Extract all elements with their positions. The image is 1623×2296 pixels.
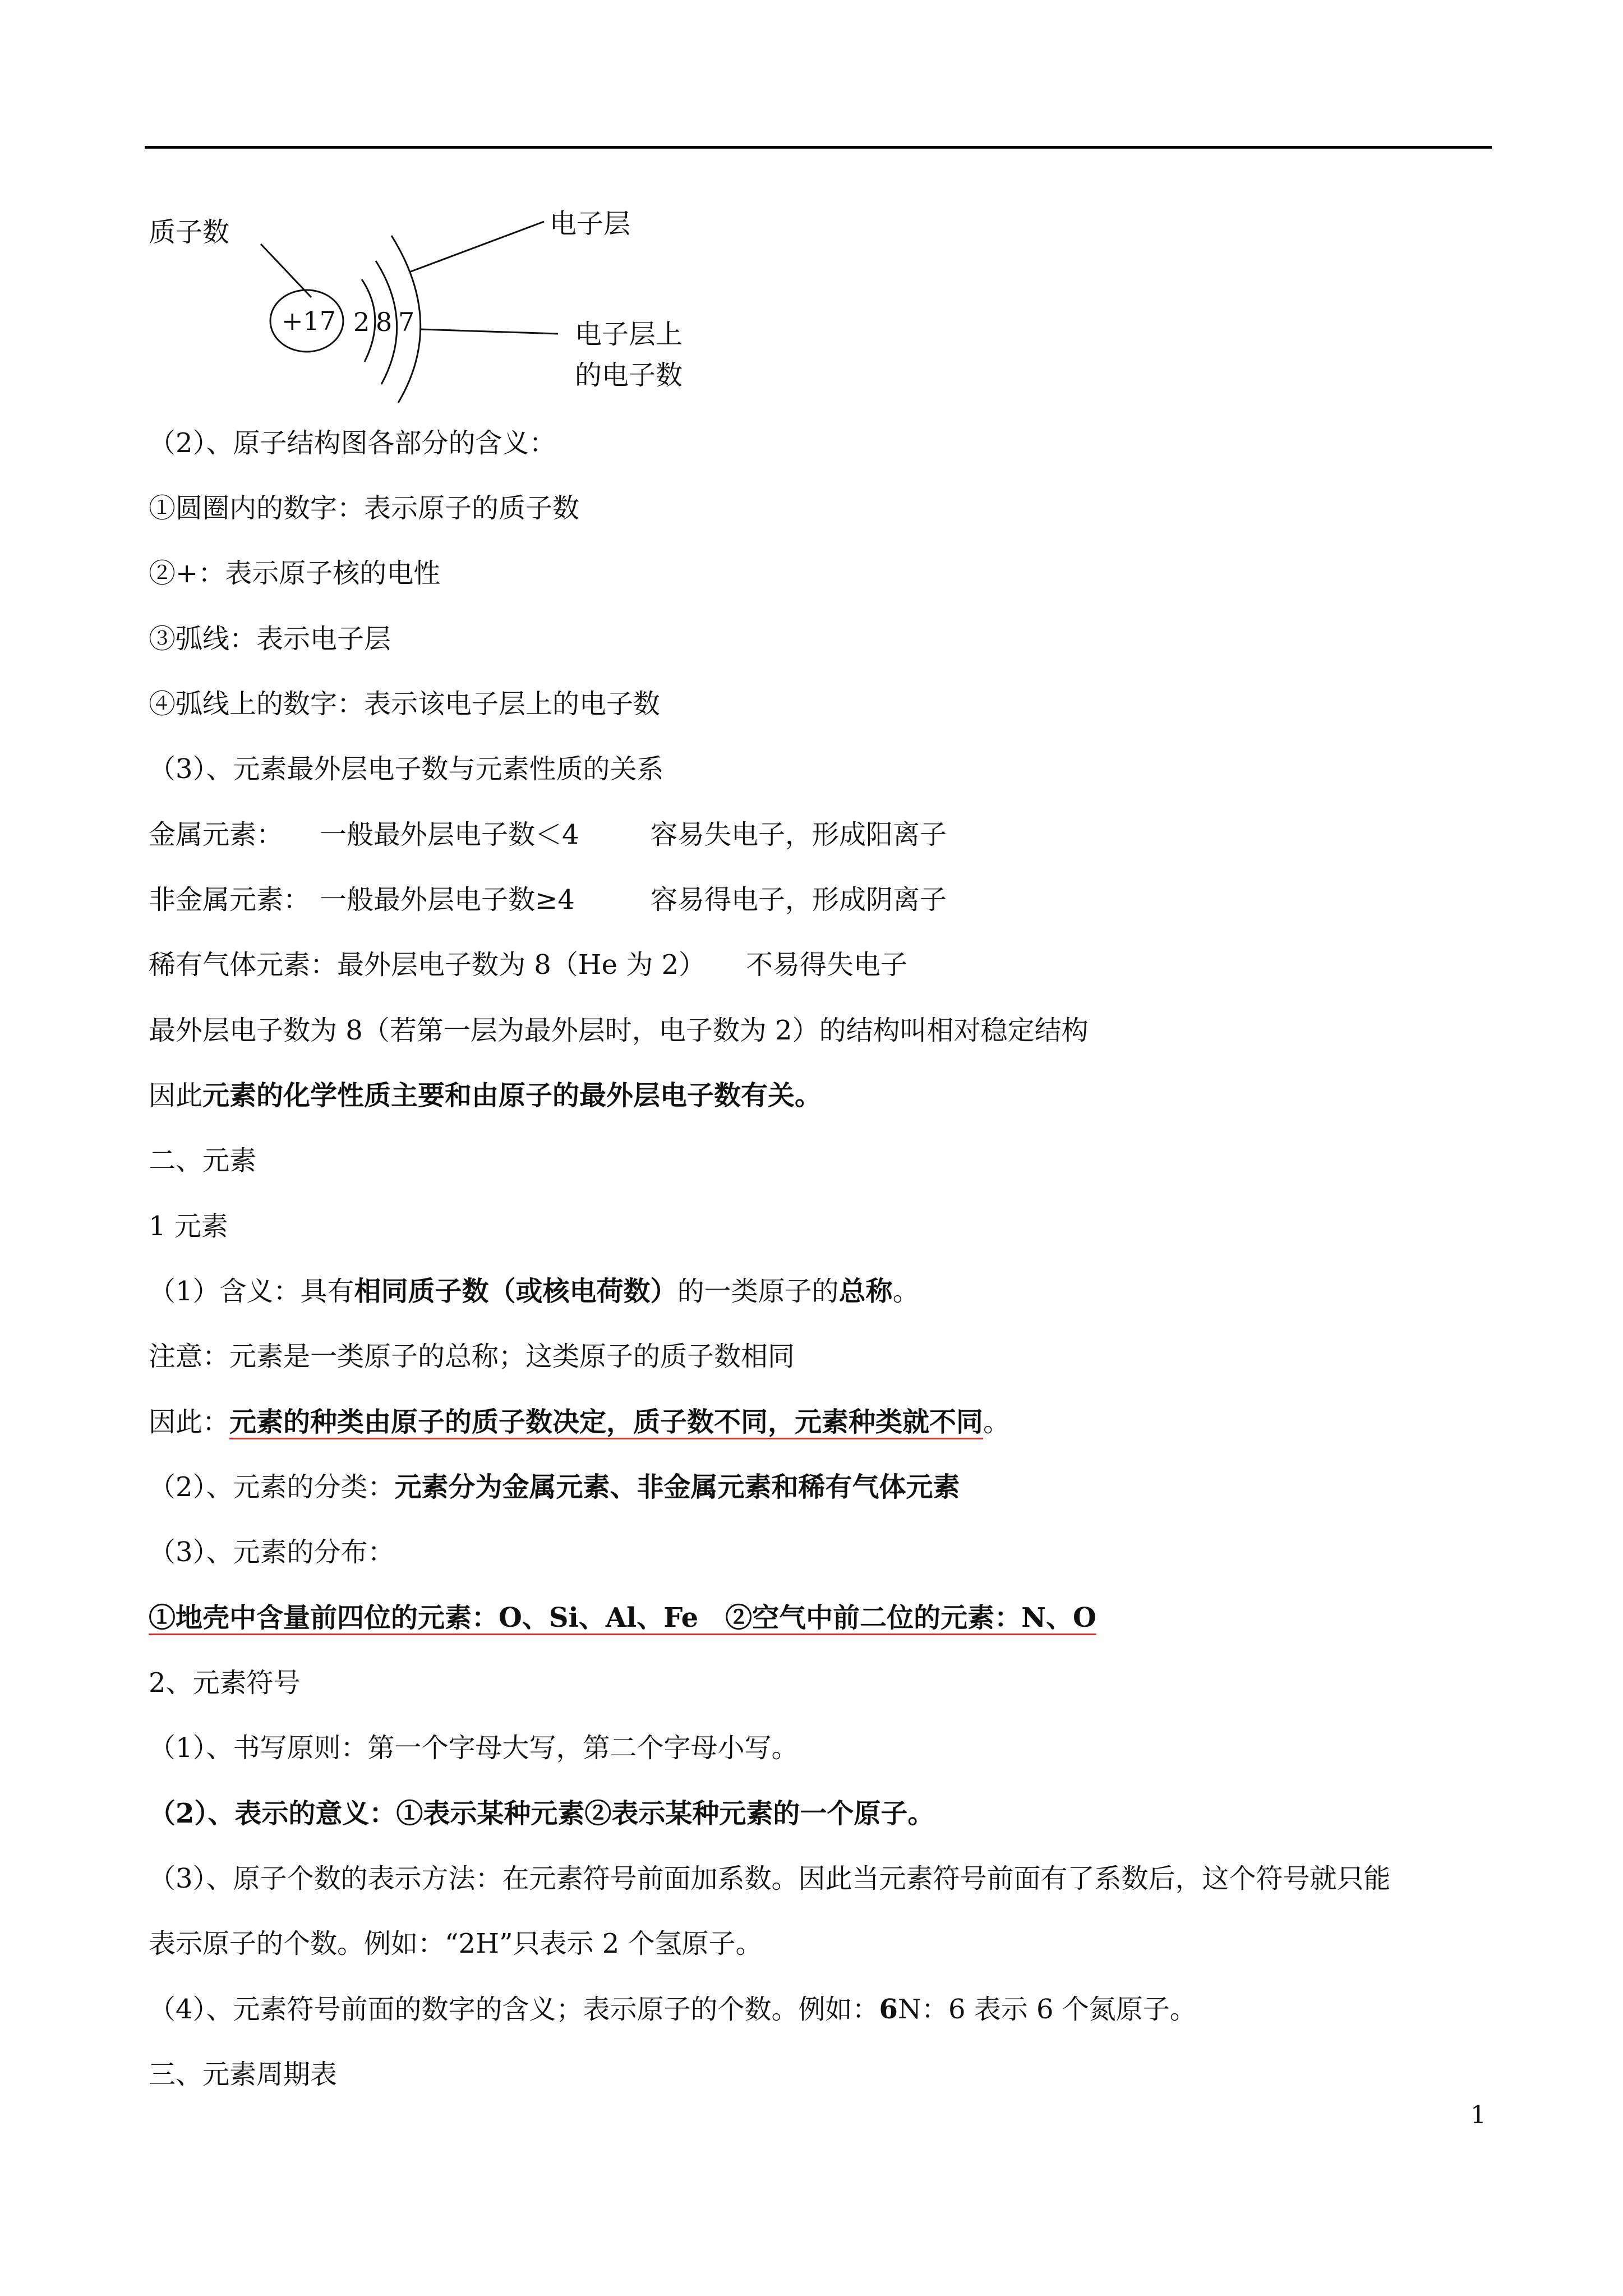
label-shell-electrons-2: 的电子数	[575, 360, 683, 391]
text-line: （3）、原子个数的表示方法：在元素符号前面加系数。因此当元素符号前面有了系数后，这个符号就只能	[149, 1863, 1391, 1894]
text-line: （2）、表示的意义：①表示某种元素②表示某种元素的一个原子。	[149, 1798, 935, 1829]
bold-text: 总称	[838, 1276, 893, 1307]
text-line: （1）、书写原则：第一个字母大写，第二个字母小写。	[149, 1732, 799, 1764]
bold-text: 相同质子数（或核电荷数）	[354, 1276, 677, 1307]
text-fragment: 因此	[149, 1080, 203, 1111]
text-line: ④弧线上的数字：表示该电子层上的电子数	[149, 688, 661, 720]
text-fragment: （4）、元素符号前面的数字的含义；表示原子的个数。例如：	[149, 1994, 879, 2025]
subsection-heading: 1 元素	[149, 1211, 228, 1242]
bold-text: 6	[879, 1994, 898, 2025]
text-fragment: N：6 表示 6 个氮原子。	[897, 1994, 1197, 2025]
label-electron-shell: 电子层	[550, 208, 631, 240]
text-fragment: 。	[892, 1276, 920, 1307]
label-proton-count: 质子数	[149, 217, 230, 248]
page-number: 1	[1470, 2101, 1486, 2129]
bold-text: 元素分为金属元素、非金属元素和稀有气体元素	[394, 1471, 960, 1503]
text-line: （3）、元素最外层电子数与元素性质的关系	[149, 753, 664, 785]
text-line: 表示原子的个数。例如：“2H”只表示 2 个氢原子。	[149, 1928, 763, 1959]
text-fragment: 。	[983, 1406, 1011, 1438]
nonmetal-label: 非金属元素：	[149, 884, 311, 915]
text-line: ②+：表示原子核的电性	[149, 558, 441, 589]
section-heading: 三、元素周期表	[149, 2059, 338, 2090]
text-fragment: 不易得失电子	[746, 949, 908, 981]
text-fragment: （2）、元素的分类：	[149, 1471, 395, 1503]
text-fragment: 因此：	[149, 1406, 230, 1438]
text-line	[149, 1993, 1197, 2026]
bold-text: 元素的化学性质主要和由原子的最外层电子数有关。	[202, 1080, 822, 1111]
text-fragment: 一般最外层电子数≥4	[320, 884, 575, 915]
text-line: （3）、元素的分布：	[149, 1536, 395, 1568]
text-line: ①地壳中含量前四位的元素：O、Si、Al、Fe ②空气中前二位的元素：N、O	[149, 1602, 1096, 1634]
text-fragment: 的一类原子的	[677, 1276, 839, 1307]
shell-2-electrons: 8	[376, 307, 393, 337]
atom-structure-diagram	[140, 196, 757, 421]
text-fragment: （1）含义：具有	[149, 1276, 354, 1307]
text-line: ①圆圈内的数字：表示原子的质子数	[149, 493, 580, 524]
text-line	[149, 818, 283, 852]
header-rule	[145, 146, 1492, 149]
text-line	[149, 1405, 1010, 1439]
pointer-shell	[409, 222, 544, 272]
text-line	[149, 1274, 920, 1308]
underlined-bold-text: 元素的种类由原子的质子数决定，质子数不同，元素种类就不同	[229, 1406, 984, 1438]
text-line	[149, 883, 310, 917]
text-line: （2）、原子结构图各部分的含义：	[149, 427, 556, 459]
subsection-heading: 2、元素符号	[149, 1667, 301, 1699]
metal-label: 金属元素：	[149, 819, 284, 850]
text-line	[149, 1470, 960, 1504]
text-line: 最外层电子数为 8（若第一层为最外层时，电子数为 2）的结构叫相对稳定结构	[149, 1015, 1089, 1046]
text-fragment: 容易失电子，形成阳离子	[651, 819, 947, 850]
text-line: ③弧线：表示电子层	[149, 623, 391, 655]
label-shell-electrons-1: 电子层上	[575, 319, 683, 350]
pointer-shell-count	[421, 329, 558, 334]
text-line	[149, 1079, 822, 1112]
shell-3-electrons: 7	[398, 307, 415, 337]
section-heading: 二、元素	[149, 1145, 257, 1176]
text-line: 稀有气体元素：最外层电子数为 8（He 为 2）	[149, 949, 706, 981]
text-fragment: 容易得电子，形成阴离子	[651, 884, 947, 915]
text-fragment: 一般最外层电子数＜4	[320, 819, 579, 850]
nucleus-charge: +17	[282, 306, 336, 336]
shell-1-electrons: 2	[353, 307, 370, 337]
text-line: 注意：元素是一类原子的总称；这类原子的质子数相同	[149, 1341, 795, 1372]
